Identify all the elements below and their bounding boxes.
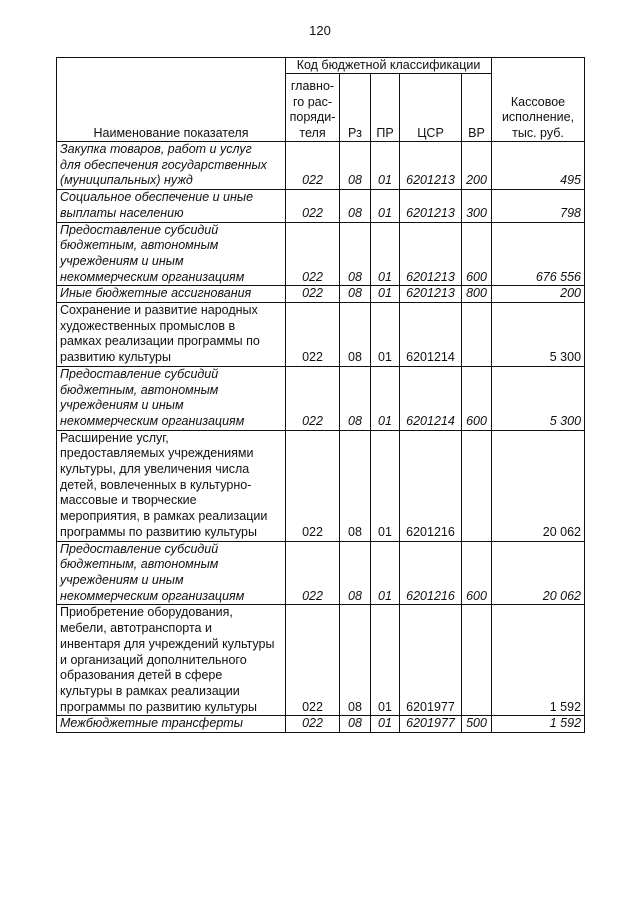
table-header [57,58,585,142]
row-sum: 1 592 [492,716,585,733]
table-row [57,286,585,303]
row-vr [462,605,492,716]
header-name: Наименование показателя [57,58,286,142]
row-glav: 022 [286,142,340,190]
row-vr: 200 [462,142,492,190]
row-name: Предоставление субсидий бюджетным, автономным учреждениям и иным некоммерческим организациям [57,541,286,605]
row-name: Сохранение и развитие народных художественных промыслов в рамках реализации программы по развитию культуры [57,303,286,367]
row-glav: 022 [286,605,340,716]
table-row [57,605,585,716]
header-csr: ЦСР [400,74,462,142]
table-row [57,142,585,190]
row-rz: 08 [340,222,371,286]
row-pr: 01 [371,716,400,733]
row-vr: 500 [462,716,492,733]
row-csr: 6201213 [400,142,462,190]
row-pr: 01 [371,541,400,605]
row-csr: 6201214 [400,303,462,367]
header-pr: ПР [371,74,400,142]
row-sum: 5 300 [492,366,585,430]
row-glav: 022 [286,303,340,367]
row-glav: 022 [286,190,340,222]
row-glav: 022 [286,286,340,303]
row-rz: 08 [340,716,371,733]
page-number: 120 [309,23,331,38]
row-name: Иные бюджетные ассигнования [57,286,286,303]
table-row [57,541,585,605]
row-pr: 01 [371,430,400,541]
row-sum: 5 300 [492,303,585,367]
row-sum: 495 [492,142,585,190]
row-sum: 1 592 [492,605,585,716]
table-row [57,716,585,733]
row-sum: 200 [492,286,585,303]
row-glav: 022 [286,716,340,733]
row-csr: 6201214 [400,366,462,430]
row-vr: 300 [462,190,492,222]
header-vr: ВР [462,74,492,142]
row-vr: 800 [462,286,492,303]
row-rz: 08 [340,286,371,303]
row-name: Предоставление субсидий бюджетным, автономным учреждениям и иным некоммерческим организациям [57,366,286,430]
row-rz: 08 [340,303,371,367]
row-rz: 08 [340,541,371,605]
row-pr: 01 [371,303,400,367]
row-name: Закупка товаров, работ и услуг для обеспечения государственных (муниципальных) нужд [57,142,286,190]
row-vr [462,303,492,367]
header-glav: главно- го рас- поряди- теля [286,74,340,142]
table-row [57,366,585,430]
row-pr: 01 [371,605,400,716]
table-row [57,303,585,367]
row-rz: 08 [340,366,371,430]
row-sum: 20 062 [492,541,585,605]
row-glav: 022 [286,222,340,286]
row-csr: 6201213 [400,190,462,222]
row-name: Межбюджетные трансферты [57,716,286,733]
row-csr: 6201216 [400,541,462,605]
row-glav: 022 [286,430,340,541]
header-rz: Рз [340,74,371,142]
row-rz: 08 [340,142,371,190]
row-csr: 6201213 [400,222,462,286]
row-sum: 20 062 [492,430,585,541]
table-row [57,430,585,541]
row-name: Предоставление субсидий бюджетным, автономным учреждениям и иным некоммерческим организациям [57,222,286,286]
row-glav: 022 [286,366,340,430]
table-row [57,222,585,286]
row-glav: 022 [286,541,340,605]
row-pr: 01 [371,222,400,286]
row-rz: 08 [340,605,371,716]
row-name: Социальное обеспечение и иные выплаты населению [57,190,286,222]
row-vr: 600 [462,222,492,286]
row-vr [462,430,492,541]
row-pr: 01 [371,142,400,190]
row-rz: 08 [340,430,371,541]
header-code-group: Код бюджетной классификации [286,58,492,74]
row-name: Приобретение оборудования, мебели, автотранспорта и инвентаря для учреждений культуры и организаций дополнительного образования детей в сфере культуры в рамках реализации программы по развитию культуры [57,605,286,716]
row-sum: 798 [492,190,585,222]
row-pr: 01 [371,286,400,303]
row-vr: 600 [462,366,492,430]
table-row [57,190,585,222]
row-pr: 01 [371,190,400,222]
row-csr: 6201216 [400,430,462,541]
row-vr: 600 [462,541,492,605]
row-pr: 01 [371,366,400,430]
row-sum: 676 556 [492,222,585,286]
row-name: Расширение услуг, предоставляемых учреждениями культуры, для увеличения числа детей, вовлеченных в культурно- массовые и творческие мероприятия, в рамках реализации программы по развитию культуры [57,430,286,541]
row-csr: 6201977 [400,605,462,716]
row-csr: 6201213 [400,286,462,303]
header-sum: Кассовое исполнение, тыс. руб. [492,58,585,142]
budget-table [56,57,585,733]
row-csr: 6201977 [400,716,462,733]
row-rz: 08 [340,190,371,222]
table-body [57,142,585,733]
